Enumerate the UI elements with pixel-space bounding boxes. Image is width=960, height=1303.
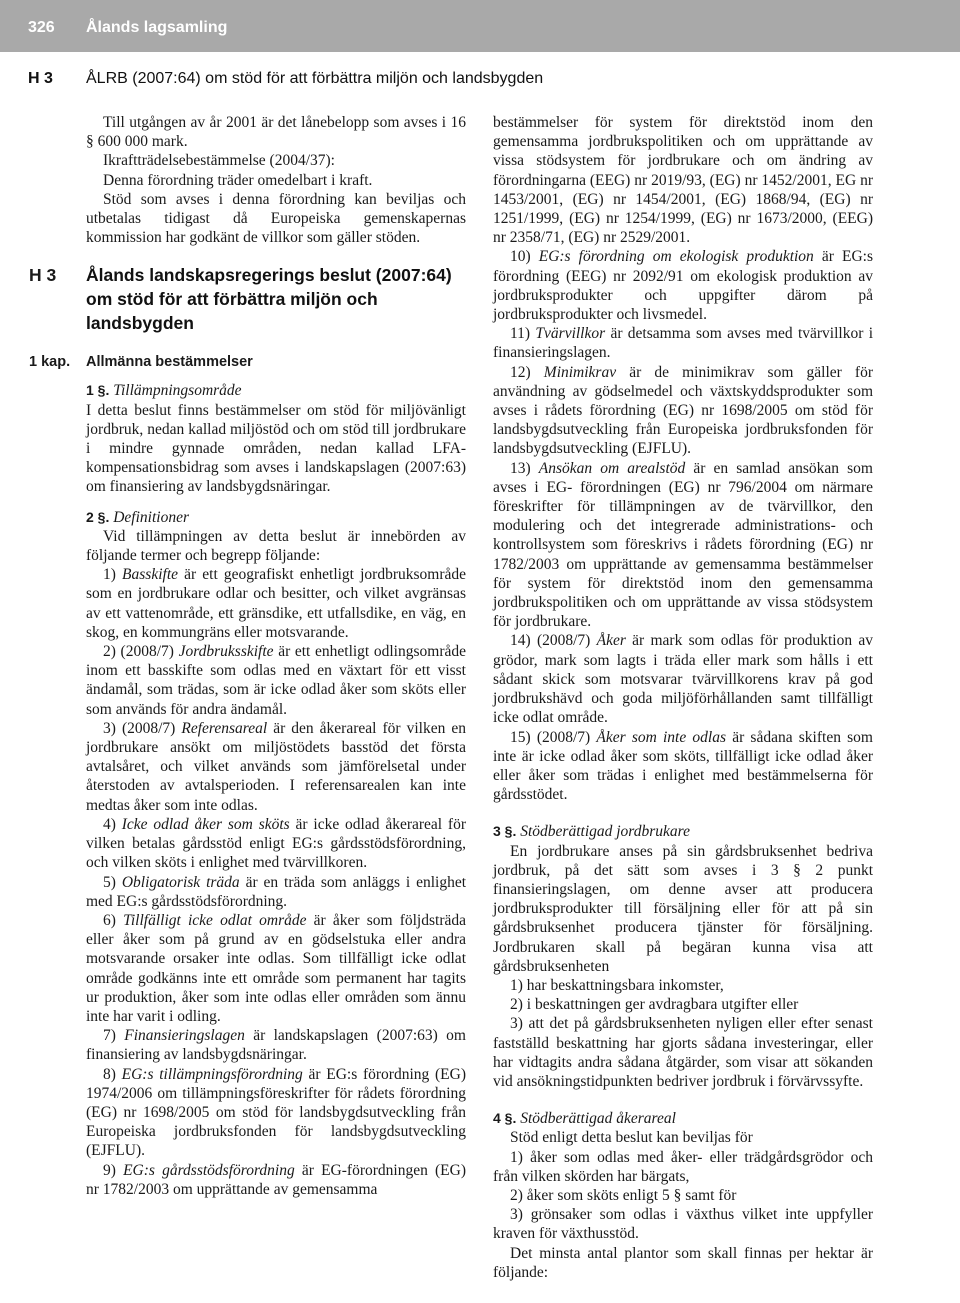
amendment-heading: Ikraftträdelsebestämmelse (2004/37):	[103, 152, 335, 170]
section-title: ÅLRB (2007:64) om stöd för att förbättra miljön och landsbygden	[86, 70, 544, 87]
kapitel-title: Allmänna bestämmelser	[86, 354, 253, 371]
spacer	[493, 1091, 873, 1109]
list-item: 3) att det på gårdsbruksenheten nyligen eller efter senast fastställd beskattning har gjorts sådana investeringar, eller har vidtagits andra sådana åtgärder, som visar att sökanden vid ansökningstidpunkten bedriver jordbruk i förvärvssyfte.	[493, 1015, 873, 1090]
spacer	[86, 497, 466, 508]
kapitel-number: 1 kap.	[29, 354, 71, 371]
list-item: 1) åker som odlas med åker- eller trädgårdsgrödor och från vilken skörden har bärgats,	[493, 1148, 873, 1185]
definition-continuation: bestämmelser för system för direktstöd inom den gemensamma jordbrukspolitiken och om upprättande av vissa stödsystem för jordbrukare och om ändring av förordningarna (EEG) nr 2019/93, (EG) nr 1452/2001, EG nr 1453/2001, (EG) nr 1454/2001, (EG) 1868/94, (EG) nr 1251/1999, (EG) nr 1254/1999, (EG) nr 1673/2000, (EEG) nr 2358/71, (EG) nr 2529/2001.	[493, 114, 873, 247]
definition-item: 14) (2008/7) Åker är mark som odlas för produktion av grödor, mark som lagts i träda eller mark som hålls i ett sådant skick som motsvarar tvärvillkorens krav på god jordbrukshävd och goda miljöförhållanden samt tillfälligt icke odlat område.	[493, 632, 873, 727]
chapter-heading	[29, 263, 466, 335]
intro-paragraph: Till utgången av år 2001 är det lånebelopp som avses i 16 § 600 000 mark.	[86, 114, 466, 151]
definition-item: 11) Tvärvillkor är detsamma som avses med tvärvillkor i finansieringslagen.	[493, 325, 874, 362]
paragraph-text: Vid tillämpningen av detta beslut är innebörden av följande termer och begrepp följande:	[86, 527, 466, 565]
list-item: 2) åker som sköts enligt 5 § samt för	[510, 1186, 737, 1204]
definition-item: 1) Basskifte är ett geografiskt enhetligt jordbruksområde som en jordbrukare odlar och besitter, och vilket avgränsas av ett vattenområde, ett gränsdike, ett utfallsdike, en väg, en skog, en kommungräns eller motsvarande.	[86, 566, 466, 641]
section-heading	[28, 70, 948, 92]
definition-item: 13) Ansökan om arealstöd är en samlad ansökan som avses i EG- förordningen (EG) nr 796/2004 om närmare föreskrifter för tillämpningen av de tvärvillkor, den modulering och det integrerade administrations- och kontrollsystem som föreskrivs i rådets förordning (EG) nr 1782/2003 om upprättande av gemensamma bestämmelser för system för direktstöd inom den gemensamma jordbrukspolitiken och om upprättande av vissa stödsystem för jordbrukare.	[493, 459, 873, 631]
page-number: 326	[28, 19, 55, 36]
definition-item: 9) EG:s gårdsstödsförordning är EG-förordningen (EG) nr 1782/2003 om upprättande av gemensamma	[86, 1161, 466, 1198]
paragraph-heading	[86, 381, 466, 400]
left-column	[29, 113, 466, 1199]
page-header-bar	[0, 0, 960, 52]
paragraph-number: 3 §.	[493, 823, 517, 840]
amendment-text: Stöd som avses i denna förordning kan beviljas och utbetalas tidigast då Europeiska gemenskapernas kommission har godkänt de villkor som gäller stöden.	[86, 190, 466, 247]
paragraph-heading	[493, 822, 873, 841]
paragraph-heading	[86, 508, 466, 527]
list-item: 1) har beskattningsbara inkomster,	[510, 976, 724, 994]
spacer	[493, 804, 873, 822]
list-item: 3) grönsaker som odlas i växthus vilket inte uppfyller kraven för växthusstöd.	[493, 1206, 873, 1243]
amendment-text: Denna förordning träder omedelbart i kraft.	[103, 171, 373, 189]
definition-item: 15) (2008/7) Åker som inte odlas är sådana skiften som inte är icke odlad åker som sköts, tillfälligt icke odlad åker eller åker som trädas i enlighet med bestämmelserna för gårdsstödet.	[493, 728, 873, 804]
kapitel-heading	[29, 353, 466, 375]
section-code: H 3	[28, 70, 53, 87]
paragraph-title: Stödberättigad jordbrukare	[520, 823, 691, 841]
definition-item: 3) (2008/7) Referensareal är den åkerareal för vilken en jordbrukare ansökt om miljöstödets basstöd det första avtalsåret, och vilket används som jämförelsetal under återstoden av avtalsperioden. I referensarealen kan inte medtas åker som inte odlas.	[86, 719, 466, 814]
paragraph-heading	[493, 1109, 873, 1128]
definition-item: 12) Minimikrav är de minimikrav som gäller för användning av gödselmedel och växtskyddsprodukter som avses i rådets förordning (EG) nr 1698/2005 om stöd för landsbygdsutveckling från Europeiska jordbruksfonden för landsbygdsutveckling (EJFLU).	[493, 363, 873, 458]
paragraph-number: 2 §.	[86, 508, 110, 525]
paragraph-number: 4 §.	[493, 1110, 517, 1127]
paragraph-text: En jordbrukare anses på sin gårdsbruksenhet bedriva jordbruk, på det sätt som avses i 3 § 2 punkt finansieringslagen, om denne avser att producera jordbruksprodukter till försäljning eller för att på sin gårdsbruksenhet producera tjänster för försäljning. Jordbrukaren skall på begäran kunna visa att gårdsbruksenheten	[493, 842, 873, 975]
paragraph-text: Det minsta antal plantor som skall finnas per hektar är följande:	[493, 1244, 873, 1281]
book-title: Ålands lagsamling	[86, 19, 228, 36]
right-column	[493, 113, 873, 1282]
list-item: 2) i beskattningen ger avdragbara utgifter eller	[510, 996, 799, 1014]
definition-item: 6) Tillfälligt icke odlat område är åker som följdsträda eller åker som på grund av en gödselstuka eller andra motsvarande orsaker inte odlas. Som tillfälligt icke odlat område godkänns inte ett område som permanent har tagits ur produktion, åker som inte odlas eller områden som ännu inte har varit i odling.	[86, 911, 466, 1025]
definition-item: 4) Icke odlad åker som sköts är icke odlad åkerareal för vilken betalas gårdsstöd enligt EG:s gårdsstödsförordning, och vilken sköts i enlighet med tvärvillkoren.	[86, 815, 466, 872]
definition-item: 2) (2008/7) Jordbruksskifte är ett enhetligt odlingsområde inom ett basskifte som odlas med en växtart för ett visst ändamål, som trädas, som är icke odlad åker som sköts eller som används för andra ändamål.	[86, 643, 466, 718]
chapter-code: H 3	[29, 265, 57, 286]
definition-item: 10) EG:s förordning om ekologisk produktion är EG:s förordning (EEG) nr 2092/91 om ekologisk produktion av jordbruksprodukter och uppgifter därom på jordbruksprodukter och livsmedel.	[493, 248, 873, 324]
paragraph-text: I detta beslut finns bestämmelser om stöd för miljövänligt jordbruk, nedan kallad miljöstöd och om stöd till jordbrukare i mindre gynnade områden, nedan kallad LFA-kompensationsbidrag som avses i landskapslagen (2007:63) om finansiering av landsbygdsnäringar.	[86, 401, 466, 496]
paragraph-text: Stöd enligt detta beslut kan beviljas för	[510, 1129, 753, 1147]
paragraph-title: Tillämpningsområde	[113, 382, 242, 400]
paragraph-number: 1 §.	[86, 382, 110, 399]
definition-item: 8) EG:s tillämpningsförordning är EG:s förordning (EG) 1974/2006 om tillämpningsföreskrifter för rådets förordning (EG) nr 1698/2005 om stöd för landsbygdsutveckling från Europeiska jordbruksfonden för landsbygdsutveckling (EJFLU).	[86, 1065, 466, 1160]
definition-item: 7) Finansieringslagen är landskapslagen (2007:63) om finansiering av landsbygdsnäringar.	[86, 1027, 466, 1064]
paragraph-title: Definitioner	[113, 508, 190, 526]
definition-item: 5) Obligatorisk träda är en träda som anläggs i enlighet med EG:s gårdsstödsförordning.	[86, 873, 466, 910]
chapter-title: Ålands landskapsregerings beslut (2007:64) om stöd för att förbättra miljön och landsbygden	[86, 265, 452, 334]
paragraph-title: Stödberättigad åkerareal	[520, 1110, 676, 1128]
